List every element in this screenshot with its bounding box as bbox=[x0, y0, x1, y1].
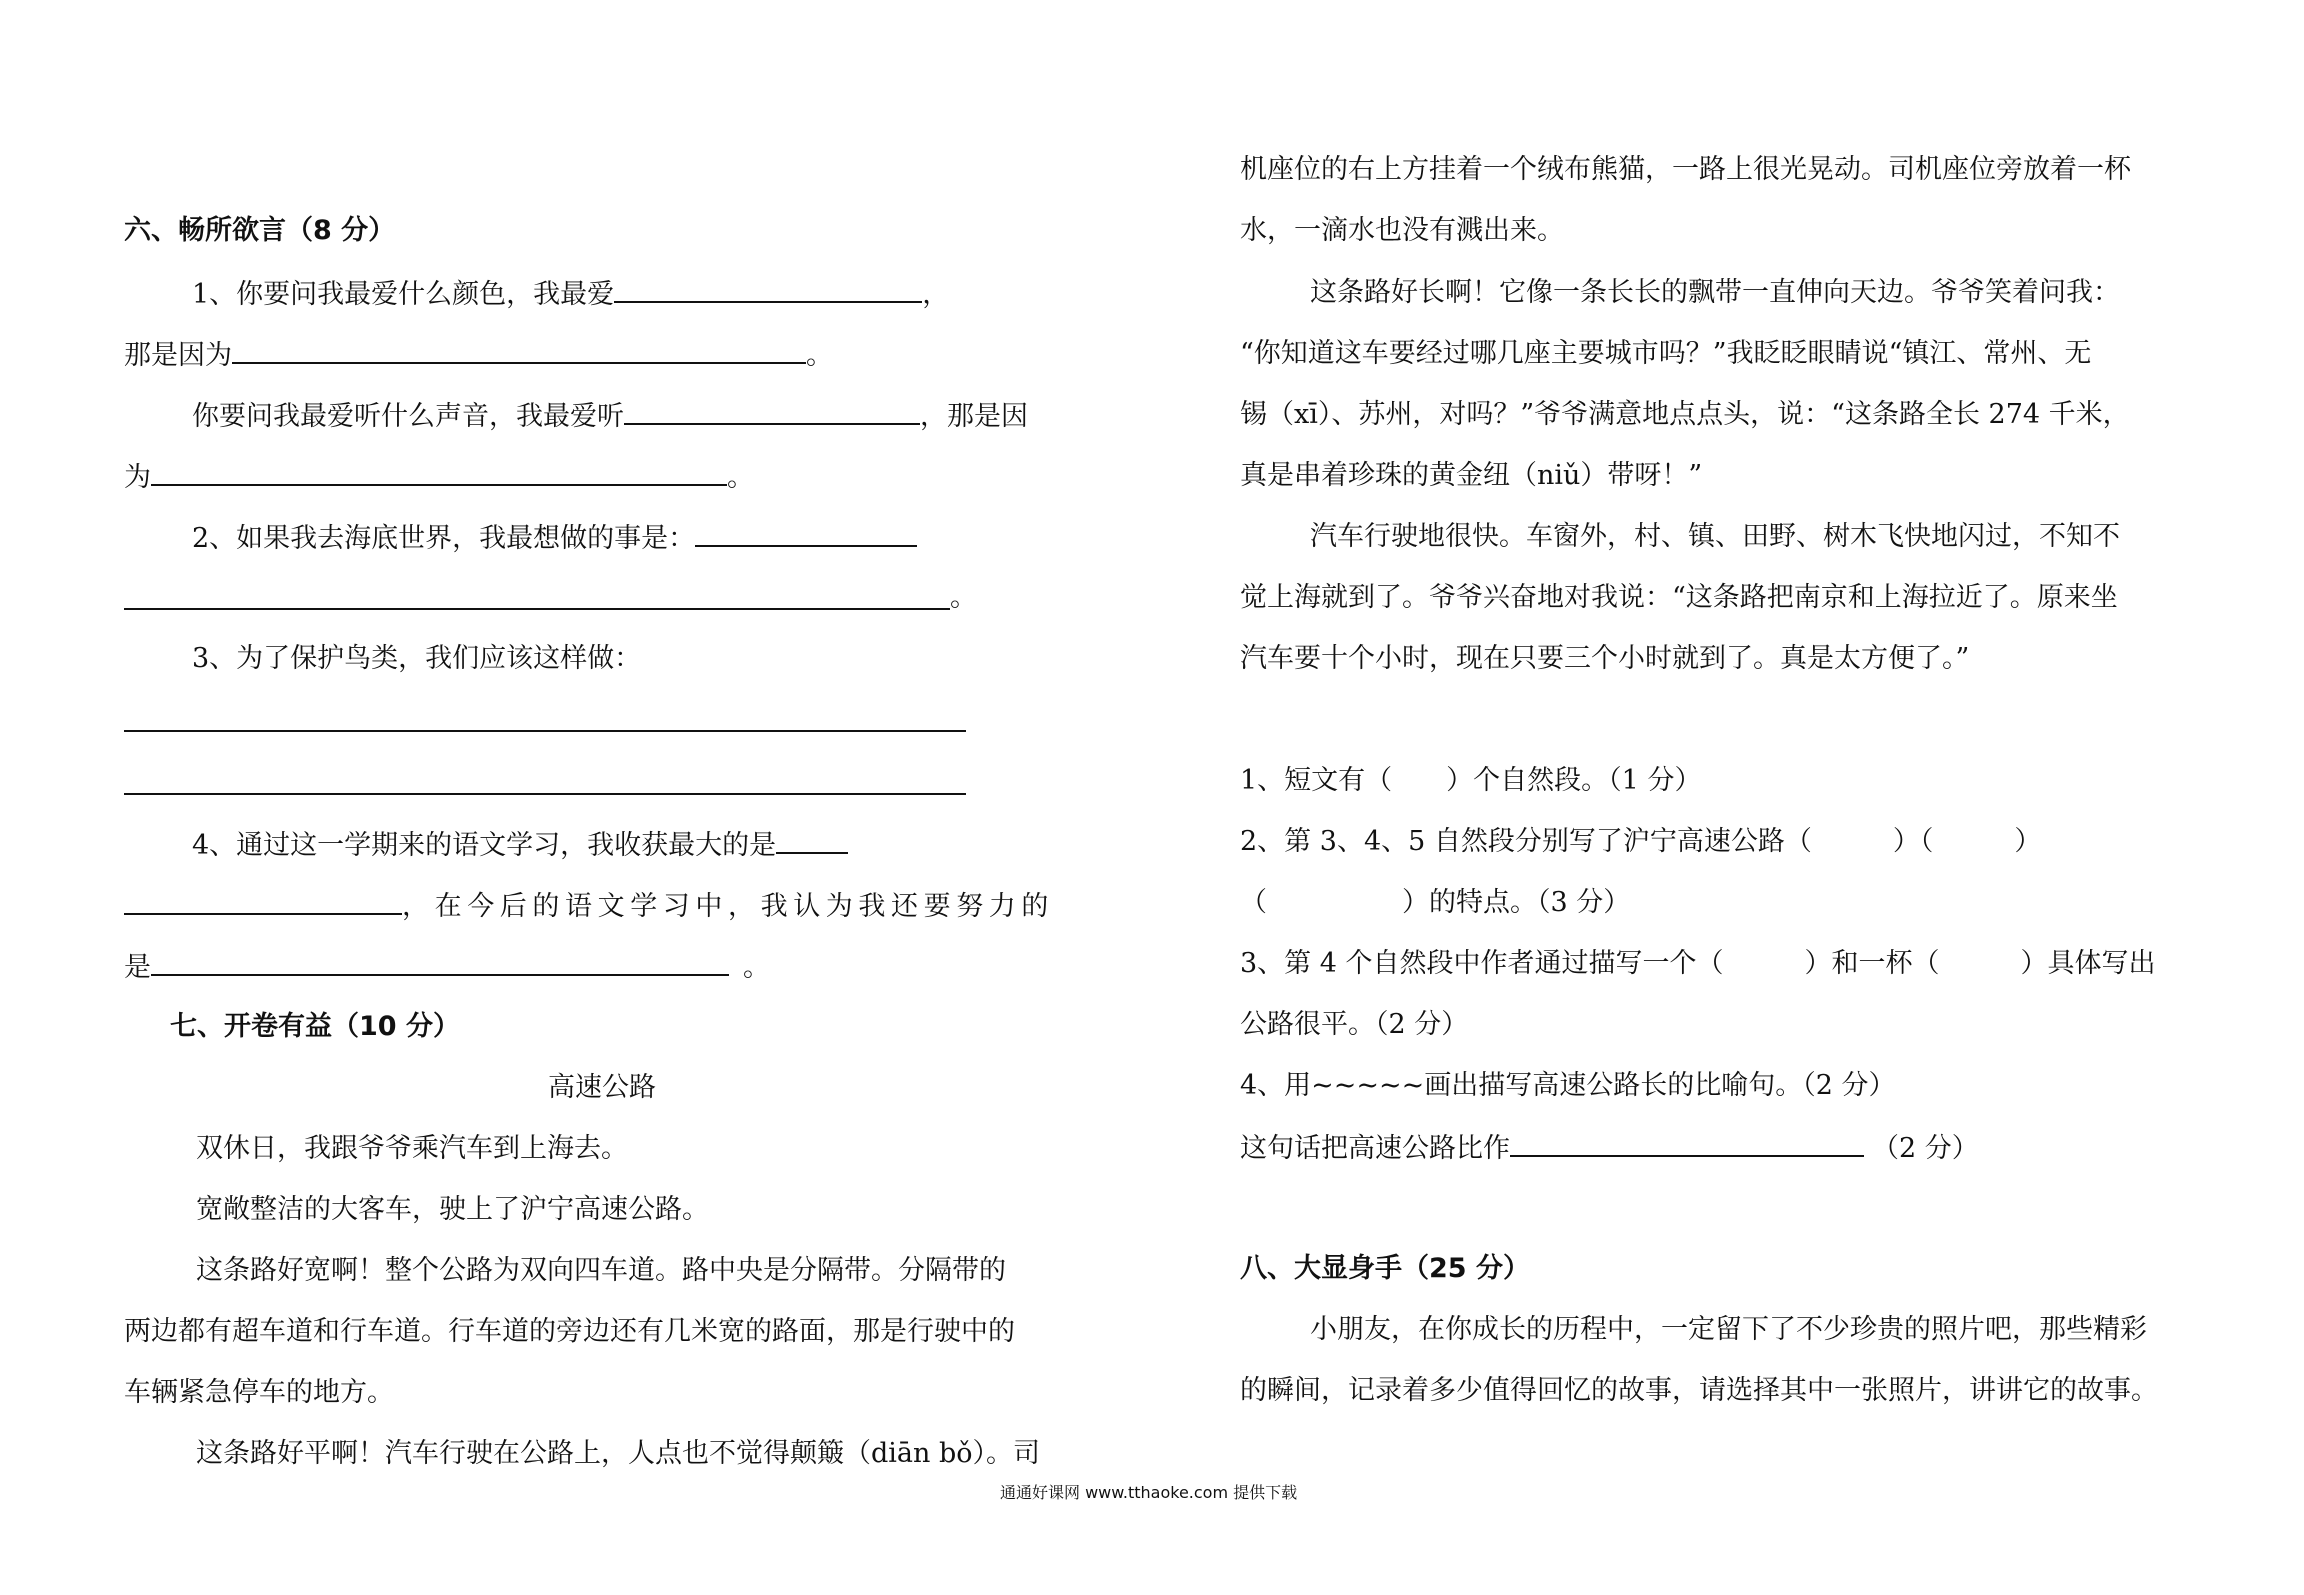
answer-blank-color[interactable] bbox=[614, 273, 922, 303]
punct: ，那是因 bbox=[920, 401, 1028, 432]
q1-line-b bbox=[124, 334, 833, 376]
reading-q1: 1、短文有（ ）个自然段。（1 分） bbox=[1240, 765, 1702, 796]
q1-line-a bbox=[192, 273, 949, 315]
story-title: 高速公路 bbox=[548, 1072, 656, 1103]
story-p4-l2: 机座位的右上方挂着一个绒布熊猫，一路上很光晃动。司机座位旁放着一杯 bbox=[1240, 154, 2131, 185]
story-p5-l4: 真是串着珍珠的黄金纽（niǔ）带呀！” bbox=[1240, 460, 1703, 491]
q4-line-a bbox=[192, 824, 848, 866]
q2-line bbox=[192, 517, 917, 559]
q1-because-label: 那是因为 bbox=[124, 340, 232, 371]
answer-blank-sound-reason[interactable] bbox=[151, 456, 727, 486]
section-8-title: 八、大显身手（25 分） bbox=[1240, 1253, 1530, 1284]
story-p5-l3: 锡（xī）、苏州，对吗？”爷爷满意地点点头，说：“这条路全长 274 千米， bbox=[1240, 399, 2130, 430]
story-p6-l1: 汽车行驶地很快。车窗外，村、镇、田野、树木飞快地闪过，不知不 bbox=[1310, 521, 2120, 552]
story-p5-l2: “你知道这车要经过哪几座主要城市吗？”我眨眨眼睛说“镇江、常州、无 bbox=[1240, 338, 2092, 369]
q1-line-d bbox=[124, 456, 754, 498]
answer-blank-q4-a[interactable] bbox=[776, 824, 848, 854]
q4-prompt-cont: ，在今后的语文学习中，我认为我还要努力的 bbox=[402, 891, 1054, 922]
punct: 。 bbox=[806, 340, 833, 371]
story-p2: 宽敞整洁的大客车，驶上了沪宁高速公路。 bbox=[196, 1194, 709, 1225]
punct: ， bbox=[922, 279, 950, 310]
q4-line-c bbox=[124, 946, 770, 988]
answer-blank-q2[interactable] bbox=[695, 517, 917, 547]
q4-is-label: 是 bbox=[124, 952, 151, 983]
reading-q4-a: 4、用~~~~~画出描写高速公路长的比喻句。（2 分） bbox=[1240, 1070, 1896, 1101]
section-7-title: 七、开卷有益（10 分） bbox=[170, 1011, 460, 1042]
answer-line-q3-2[interactable] bbox=[124, 793, 966, 795]
answer-blank-q4-c[interactable] bbox=[151, 946, 729, 976]
q4-line-b bbox=[124, 885, 1084, 927]
answer-blank-metaphor[interactable] bbox=[1510, 1127, 1864, 1157]
answer-blank-sound[interactable] bbox=[624, 395, 920, 425]
story-p3-l1: 这条路好宽啊！整个公路为双向四车道。路中央是分隔带。分隔带的 bbox=[196, 1255, 1006, 1286]
answer-blank-q4-b[interactable] bbox=[124, 885, 402, 915]
reading-q4-b bbox=[1240, 1127, 1979, 1169]
composition-l1: 小朋友，在你成长的历程中，一定留下了不少珍贵的照片吧，那些精彩 bbox=[1310, 1314, 2147, 1345]
composition-l2: 的瞬间，记录着多少值得回忆的故事，请选择其中一张照片，讲讲它的故事。 bbox=[1240, 1375, 2158, 1406]
q1-because-label-2: 为 bbox=[124, 462, 151, 493]
punct: 。 bbox=[950, 582, 977, 613]
reading-q3-a: 3、第 4 个自然段中作者通过描写一个（ ）和一杯（ ）具体写出 bbox=[1240, 948, 2156, 979]
answer-blank-color-reason[interactable] bbox=[232, 334, 806, 364]
q1-prompt-sound: 你要问我最爱听什么声音，我最爱听 bbox=[192, 401, 624, 432]
story-p4-l1: 这条路好平啊！汽车行驶在公路上，人点也不觉得颠簸（diān bǒ）。司 bbox=[196, 1438, 1041, 1469]
story-p5-l1: 这条路好长啊！它像一条长长的飘带一直伸向天边。爷爷笑着问我： bbox=[1310, 277, 2120, 308]
punct: 。 bbox=[727, 462, 754, 493]
q1-line-c bbox=[192, 395, 1028, 437]
reading-q2-a: 2、第 3、4、5 自然段分别写了沪宁高速公路（ ）（ ） bbox=[1240, 826, 2042, 857]
q3-prompt: 3、为了保护鸟类，我们应该这样做： bbox=[192, 643, 642, 674]
q4-prompt: 4、通过这一学期来的语文学习，我收获最大的是 bbox=[192, 830, 777, 861]
story-p3-l3: 车辆紧急停车的地方。 bbox=[124, 1377, 394, 1408]
answer-line-q3-1[interactable] bbox=[124, 730, 966, 732]
section-6-title: 六、畅所欲言（8 分） bbox=[124, 215, 396, 246]
points-label: （2 分） bbox=[1872, 1133, 1979, 1164]
story-p6-l2: 觉上海就到了。爷爷兴奋地对我说：“这条路把南京和上海拉近了。原来坐 bbox=[1240, 582, 2118, 613]
story-p4-l3: 水，一滴水也没有溅出来。 bbox=[1240, 215, 1564, 246]
answer-line-q2[interactable] bbox=[124, 608, 950, 610]
reading-q4-prompt: 这句话把高速公路比作 bbox=[1240, 1133, 1510, 1164]
reading-q3-b: 公路很平。（2 分） bbox=[1240, 1009, 1469, 1040]
footer-credit: 通通好课网 www.tthaoke.com 提供下载 bbox=[1000, 1483, 1298, 1502]
q1-prompt-color: 1、你要问我最爱什么颜色，我最爱 bbox=[192, 279, 615, 310]
reading-q2-b: （ ）的特点。（3 分） bbox=[1240, 887, 1631, 918]
story-p6-l3: 汽车要十个小时，现在只要三个小时就到了。真是太方便了。” bbox=[1240, 643, 1970, 674]
punct: 。 bbox=[743, 952, 770, 983]
story-p3-l2: 两边都有超车道和行车道。行车道的旁边还有几米宽的路面，那是行驶中的 bbox=[124, 1316, 1015, 1347]
q2-prompt: 2、如果我去海底世界，我最想做的事是： bbox=[192, 523, 696, 554]
story-p1: 双休日，我跟爷爷乘汽车到上海去。 bbox=[196, 1133, 628, 1164]
